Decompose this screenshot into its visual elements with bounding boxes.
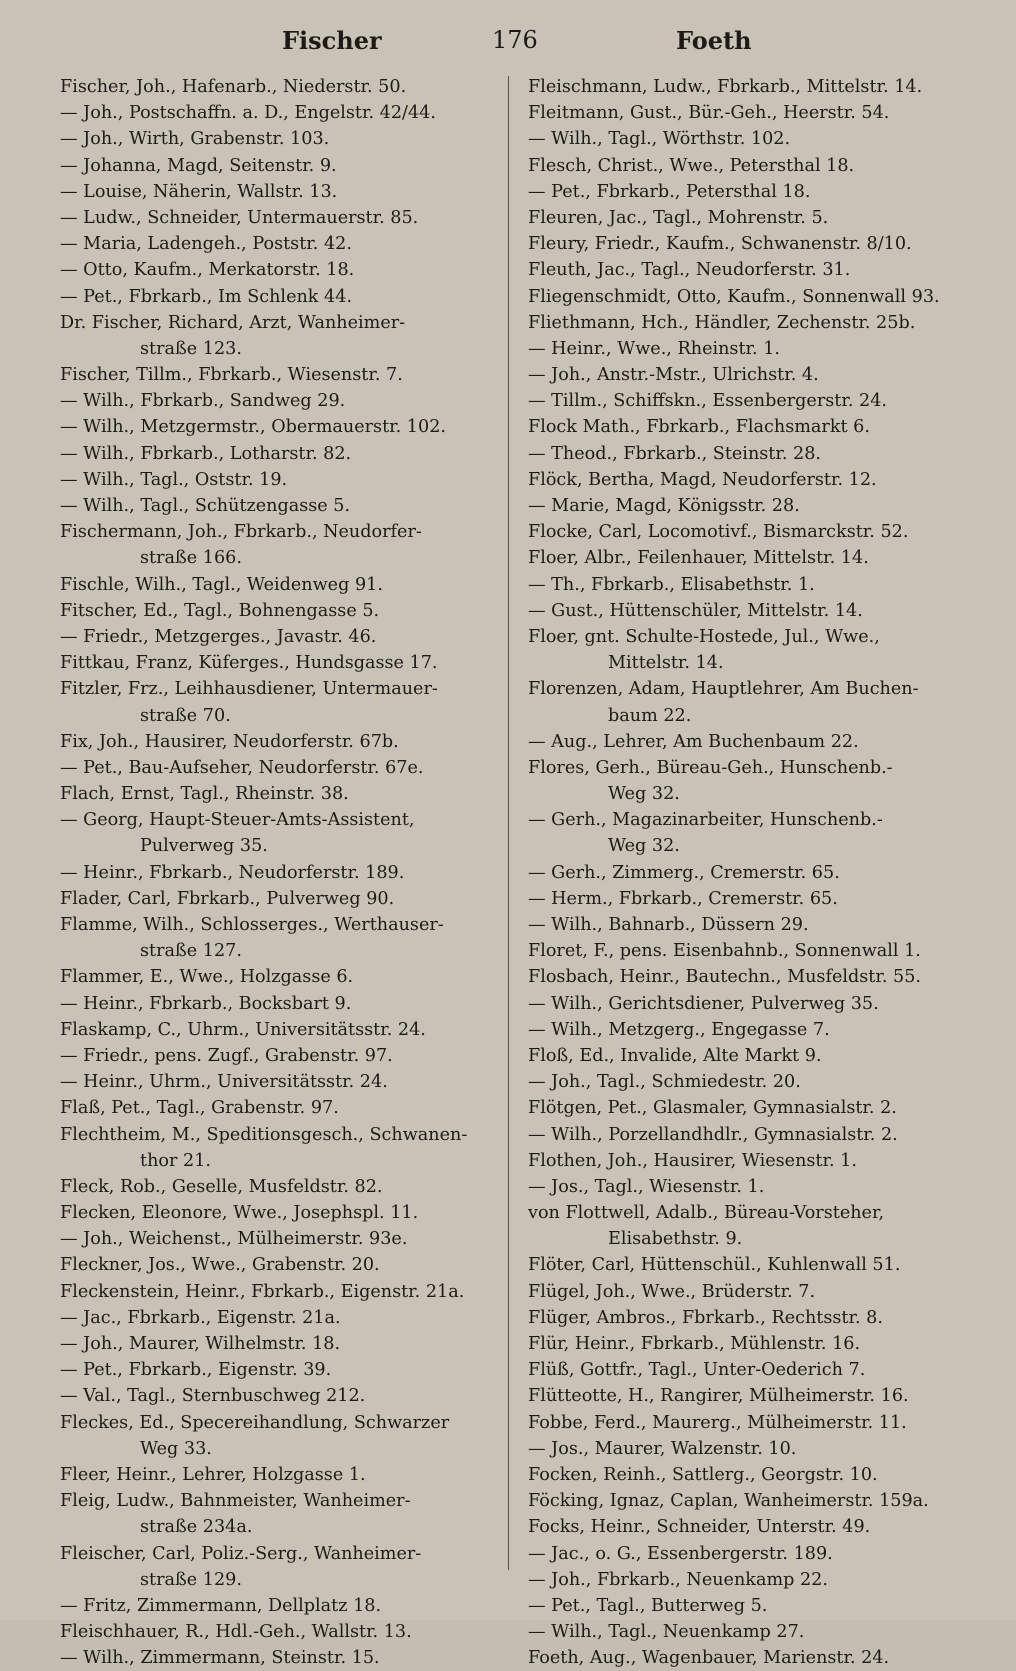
directory-entry: — Pet., Fbrkarb., Petersthal 18. (528, 181, 811, 202)
entry-continuation: Pulverweg 35. (140, 836, 268, 857)
directory-entry: Fleer, Heinr., Lehrer, Holzgasse 1. (60, 1464, 366, 1485)
directory-entry: — Jac., Fbrkarb., Eigenstr. 21a. (60, 1307, 341, 1328)
entry-continuation: straße 123. (140, 338, 242, 359)
directory-entry: Flöck, Bertha, Magd, Neudorferstr. 12. (528, 469, 877, 490)
directory-entry: von Flottwell, Adalb., Büreau-Vorsteher, (528, 1203, 885, 1224)
directory-entry: Fleckenstein, Heinr., Fbrkarb., Eigenstr. 21a. (60, 1281, 465, 1302)
directory-entry: Floß, Ed., Invalide, Alte Markt 9. (528, 1045, 822, 1066)
directory-entry: — Heinr., Wwe., Rheinstr. 1. (528, 338, 780, 359)
directory-entry: Flores, Gerh., Büreau-Geh., Hunschenb.- (528, 757, 893, 778)
directory-entry: — Wilh., Fbrkarb., Sandweg 29. (60, 391, 346, 412)
directory-entry: — Jos., Tagl., Wiesenstr. 1. (528, 1176, 765, 1197)
directory-entry: Fleig, Ludw., Bahnmeister, Wanheimer- (60, 1491, 411, 1512)
directory-entry: Floer, Albr., Feilenhauer, Mittelstr. 14. (528, 548, 869, 569)
page-number: 176 (492, 26, 538, 54)
directory-entry: Fischle, Wilh., Tagl., Weidenweg 91. (60, 574, 383, 595)
directory-entry: Flosbach, Heinr., Bautechn., Musfeldstr. 55. (528, 967, 921, 988)
directory-entry: — Pet., Fbrkarb., Im Schlenk 44. (60, 286, 353, 307)
page-header (60, 26, 980, 62)
directory-entry: — Fritz, Zimmermann, Dellplatz 18. (60, 1595, 382, 1616)
directory-entry: Flesch, Christ., Wwe., Petersthal 18. (528, 155, 855, 176)
entry-continuation: thor 21. (140, 1150, 211, 1171)
directory-entry: — Heinr., Fbrkarb., Bocksbart 9. (60, 993, 352, 1014)
directory-entry: Flütteotte, H., Rangirer, Mülheimerstr. 16. (528, 1386, 909, 1407)
directory-entry: — Gust., Hüttenschüler, Mittelstr. 14. (528, 600, 863, 621)
entry-continuation: straße 127. (140, 941, 242, 962)
directory-entry: Flothen, Joh., Hausirer, Wiesenstr. 1. (528, 1150, 857, 1171)
directory-entry: Flür, Heinr., Fbrkarb., Mühlenstr. 16. (528, 1334, 861, 1354)
directory-entry: Flecken, Eleonore, Wwe., Josephspl. 11. (60, 1203, 419, 1224)
directory-entry: — Wilh., Tagl., Oststr. 19. (60, 469, 288, 490)
directory-entry: — Pet., Fbrkarb., Eigenstr. 39. (60, 1360, 332, 1381)
directory-entry: Fischer, Joh., Hafenarb., Niederstr. 50. (60, 77, 407, 97)
directory-entry: — Maria, Ladengeh., Poststr. 42. (60, 234, 352, 255)
directory-entry: — Marie, Magd, Königsstr. 28. (528, 496, 800, 516)
directory-entry: — Wilh., Fbrkarb., Lotharstr. 82. (60, 443, 352, 464)
entry-continuation: Weg 33. (140, 1438, 212, 1459)
directory-entry: — Georg, Haupt-Steuer-Amts-Assistent, (60, 810, 415, 831)
directory-entry: — Jac., o. G., Essenbergerstr. 189. (528, 1543, 833, 1564)
directory-entry: Flocke, Carl, Locomotivf., Bismarckstr. 52. (528, 522, 909, 543)
directory-entry: Focken, Reinh., Sattlerg., Georgstr. 10. (528, 1464, 878, 1485)
directory-entry: Flamme, Wilh., Schlosserges., Werthauser- (60, 915, 444, 935)
directory-entry: Flock Math., Fbrkarb., Flachsmarkt 6. (528, 417, 870, 438)
directory-entry: — Johanna, Magd, Seitenstr. 9. (60, 155, 337, 176)
directory-entry: — Wilh., Zimmermann, Steinstr. 15. (60, 1648, 380, 1669)
directory-entry: Fleischmann, Ludw., Fbrkarb., Mittelstr. 14. (528, 77, 923, 97)
directory-entry: — Wilh., Tagl., Neuenkamp 27. (528, 1622, 805, 1643)
directory-entry: — Wilh., Tagl., Schützengasse 5. (60, 496, 351, 516)
directory-entry: Fobbe, Ferd., Maurerg., Mülheimerstr. 11. (528, 1412, 907, 1433)
header-first-entry: Fischer (282, 26, 382, 55)
directory-entry: — Joh., Anstr.-Mstr., Ulrichstr. 4. (528, 365, 819, 386)
directory-entry: Fleischhauer, R., Hdl.-Geh., Wallstr. 13. (60, 1622, 412, 1643)
directory-entry: — Otto, Kaufm., Merkatorstr. 18. (60, 260, 355, 281)
directory-entry: Flader, Carl, Fbrkarb., Pulverweg 90. (60, 888, 395, 909)
directory-entry: — Wilh., Bahnarb., Düssern 29. (528, 915, 809, 935)
directory-entry: — Wilh., Metzgerg., Engegasse 7. (528, 1019, 830, 1040)
directory-entry: — Ludw., Schneider, Untermauerstr. 85. (60, 207, 419, 228)
directory-entry: Flügel, Joh., Wwe., Brüderstr. 7. (528, 1281, 816, 1302)
directory-entry: Fitscher, Ed., Tagl., Bohnengasse 5. (60, 600, 380, 621)
directory-entry: — Th., Fbrkarb., Elisabethstr. 1. (528, 574, 815, 595)
entry-continuation: straße 70. (140, 705, 231, 726)
directory-entry: Flötgen, Pet., Glasmaler, Gymnasialstr. 2. (528, 1098, 897, 1119)
directory-entry: Flammer, E., Wwe., Holzgasse 6. (60, 967, 354, 988)
directory-entry: Flüger, Ambros., Fbrkarb., Rechtsstr. 8. (528, 1307, 883, 1328)
directory-entry: Flaß, Pet., Tagl., Grabenstr. 97. (60, 1098, 339, 1119)
directory-entry: — Gerh., Zimmerg., Cremerstr. 65. (528, 862, 840, 883)
directory-entry: Fischer, Tillm., Fbrkarb., Wiesenstr. 7. (60, 365, 403, 386)
directory-entry: — Pet., Tagl., Butterweg 5. (528, 1595, 768, 1616)
directory-entry: Fleckes, Ed., Specereihandlung, Schwarzer (60, 1412, 450, 1433)
column-divider (508, 76, 509, 1570)
directory-entry: Fleck, Rob., Geselle, Musfeldstr. 82. (60, 1176, 383, 1197)
directory-entry: Fleuren, Jac., Tagl., Mohrenstr. 5. (528, 207, 829, 228)
directory-entry: — Heinr., Uhrm., Universitätsstr. 24. (60, 1072, 388, 1093)
directory-entry: — Joh., Wirth, Grabenstr. 103. (60, 129, 330, 150)
entry-continuation: straße 234a. (140, 1517, 253, 1538)
directory-entry: — Wilh., Metzgermstr., Obermauerstr. 102. (60, 417, 446, 438)
entry-continuation: straße 129. (140, 1569, 242, 1590)
entry-continuation: Elisabethstr. 9. (608, 1229, 743, 1250)
directory-entry: Flöter, Carl, Hüttenschül., Kuhlenwall 51. (528, 1255, 901, 1276)
entry-continuation: Weg 32. (608, 836, 680, 857)
directory-entry: — Gerh., Magazinarbeiter, Hunschenb.- (528, 810, 883, 831)
directory-entry: — Wilh., Gerichtsdiener, Pulverweg 35. (528, 993, 879, 1014)
directory-entry: — Joh., Weichenst., Mülheimerstr. 93e. (60, 1229, 408, 1250)
directory-entry: — Tillm., Schiffskn., Essenbergerstr. 24. (528, 391, 887, 412)
directory-entry: Fleckner, Jos., Wwe., Grabenstr. 20. (60, 1255, 380, 1276)
directory-entry: — Joh., Maurer, Wilhelmstr. 18. (60, 1334, 341, 1354)
directory-entry: Flach, Ernst, Tagl., Rheinstr. 38. (60, 784, 349, 805)
directory-entry: Fischermann, Joh., Fbrkarb., Neudorfer- (60, 522, 422, 543)
entry-continuation: Mittelstr. 14. (608, 653, 724, 674)
directory-entry: Fleury, Friedr., Kaufm., Schwanenstr. 8/10. (528, 234, 912, 255)
directory-entry: Fleuth, Jac., Tagl., Neudorferstr. 31. (528, 260, 851, 281)
right-column (528, 74, 968, 1671)
left-column (60, 74, 500, 1671)
directory-entry: — Theod., Fbrkarb., Steinstr. 28. (528, 443, 822, 464)
directory-entry: Fitzler, Frz., Leihhausdiener, Untermauer- (60, 679, 438, 700)
directory-entry: — Joh., Fbrkarb., Neuenkamp 22. (528, 1569, 828, 1590)
directory-entry: Fliegenschmidt, Otto, Kaufm., Sonnenwall 93. (528, 286, 940, 307)
directory-entry: Fix, Joh., Hausirer, Neudorferstr. 67b. (60, 731, 399, 752)
directory-entry: Floer, gnt. Schulte-Hostede, Jul., Wwe., (528, 626, 880, 647)
directory-entry: — Joh., Tagl., Schmiedestr. 20. (528, 1072, 801, 1093)
directory-entry: — Friedr., pens. Zugf., Grabenstr. 97. (60, 1045, 393, 1066)
entry-continuation: Weg 32. (608, 784, 680, 805)
directory-entry: Fleischer, Carl, Poliz.-Serg., Wanheimer- (60, 1543, 422, 1564)
directory-entry: Flüß, Gottfr., Tagl., Unter-Oederich 7. (528, 1360, 866, 1381)
directory-entry: — Wilh., Tagl., Wörthstr. 102. (528, 129, 791, 150)
entry-continuation: straße 166. (140, 548, 242, 569)
directory-entry: Fliethmann, Hch., Händler, Zechenstr. 25b. (528, 312, 916, 333)
directory-entry: Fittkau, Franz, Küferges., Hundsgasse 17. (60, 653, 438, 674)
directory-entry: — Herm., Fbrkarb., Cremerstr. 65. (528, 888, 838, 909)
directory-entry: — Pet., Bau-Aufseher, Neudorferstr. 67e. (60, 757, 424, 778)
directory-entry: Floret, F., pens. Eisenbahnb., Sonnenwall 1. (528, 941, 921, 962)
header-last-entry: Foeth (676, 26, 752, 55)
directory-entry: Focks, Heinr., Schneider, Unterstr. 49. (528, 1517, 871, 1538)
directory-entry: Föcking, Ignaz, Caplan, Wanheimerstr. 159a. (528, 1491, 929, 1512)
directory-entry: — Heinr., Fbrkarb., Neudorferstr. 189. (60, 862, 405, 883)
directory-entry: — Jos., Maurer, Walzenstr. 10. (528, 1438, 797, 1459)
directory-entry: — Louise, Näherin, Wallstr. 13. (60, 181, 338, 202)
directory-entry: — Joh., Postschaffn. a. D., Engelstr. 42/44. (60, 103, 436, 124)
directory-entry: Fleitmann, Gust., Bür.-Geh., Heerstr. 54. (528, 103, 890, 124)
directory-entry: — Val., Tagl., Sternbuschweg 212. (60, 1386, 366, 1407)
directory-entry: Florenzen, Adam, Hauptlehrer, Am Buchen- (528, 679, 919, 700)
directory-entry: — Friedr., Metzgerges., Javastr. 46. (60, 626, 377, 647)
directory-entry: Flaskamp, C., Uhrm., Universitätsstr. 24. (60, 1019, 426, 1040)
directory-entry: Flechtheim, M., Speditionsgesch., Schwanen- (60, 1124, 468, 1145)
directory-entry: — Wilh., Porzellandhdlr., Gymnasialstr. 2. (528, 1124, 898, 1145)
directory-entry: Dr. Fischer, Richard, Arzt, Wanheimer- (60, 312, 406, 333)
entry-continuation: baum 22. (608, 705, 692, 726)
directory-entry: Foeth, Aug., Wagenbauer, Marienstr. 24. (528, 1648, 890, 1669)
directory-entry: — Aug., Lehrer, Am Buchenbaum 22. (528, 731, 859, 752)
